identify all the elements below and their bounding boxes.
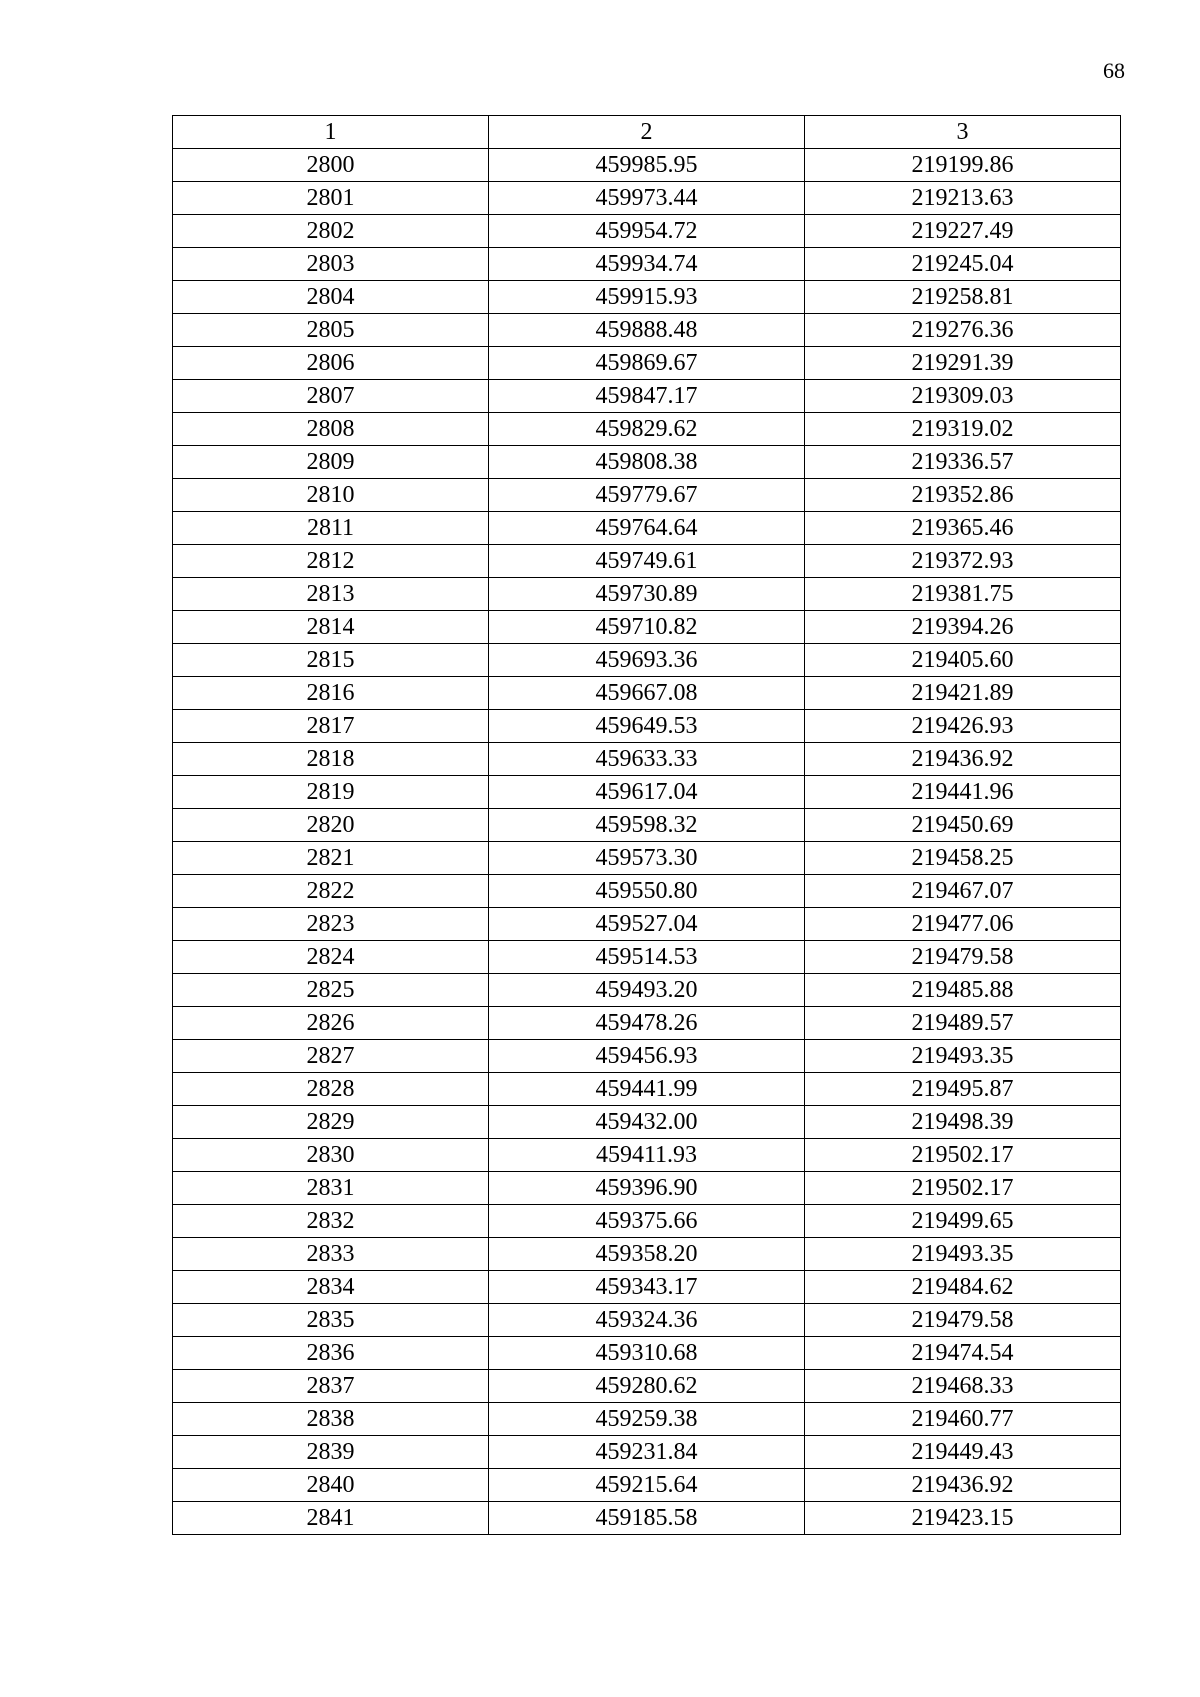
table-row [173, 314, 1121, 347]
table-cell-col-2: 459915.93 [489, 281, 805, 314]
table-row [173, 1007, 1121, 1040]
table-cell-col-2: 459185.58 [489, 1502, 805, 1535]
table-cell-col-3: 219493.35 [805, 1040, 1121, 1073]
table-cell-col-3: 219199.86 [805, 149, 1121, 182]
table-cell-col-1: 2801 [173, 182, 489, 215]
table-row [173, 1205, 1121, 1238]
header-row [173, 116, 1121, 149]
table-cell-col-3: 219213.63 [805, 182, 1121, 215]
table-cell-col-2: 459764.64 [489, 512, 805, 545]
table-cell-col-2: 459573.30 [489, 842, 805, 875]
table-cell-col-2: 459375.66 [489, 1205, 805, 1238]
table-cell-col-2: 459456.93 [489, 1040, 805, 1073]
table-cell-col-1: 2839 [173, 1436, 489, 1469]
table-cell-col-1: 2816 [173, 677, 489, 710]
table-cell-col-2: 459598.32 [489, 809, 805, 842]
table-cell-col-2: 459973.44 [489, 182, 805, 215]
table-row [173, 182, 1121, 215]
table-cell-col-2: 459550.80 [489, 875, 805, 908]
table-body [173, 149, 1121, 1535]
table-row [173, 974, 1121, 1007]
table-cell-col-1: 2831 [173, 1172, 489, 1205]
table-cell-col-2: 459432.00 [489, 1106, 805, 1139]
table-row [173, 1139, 1121, 1172]
table-cell-col-3: 219336.57 [805, 446, 1121, 479]
table-header [173, 116, 1121, 149]
table-row [173, 1436, 1121, 1469]
table-cell-col-3: 219468.33 [805, 1370, 1121, 1403]
table-cell-col-2: 459693.36 [489, 644, 805, 677]
table-cell-col-3: 219493.35 [805, 1238, 1121, 1271]
table-row [173, 743, 1121, 776]
table-cell-col-3: 219227.49 [805, 215, 1121, 248]
table-row [173, 545, 1121, 578]
table-cell-col-3: 219458.25 [805, 842, 1121, 875]
table-cell-col-1: 2840 [173, 1469, 489, 1502]
table-row [173, 149, 1121, 182]
table-row [173, 644, 1121, 677]
table-cell-col-3: 219479.58 [805, 941, 1121, 974]
table-cell-col-1: 2825 [173, 974, 489, 1007]
table-cell-col-3: 219502.17 [805, 1172, 1121, 1205]
table-cell-col-1: 2803 [173, 248, 489, 281]
table-cell-col-2: 459649.53 [489, 710, 805, 743]
table-cell-col-3: 219291.39 [805, 347, 1121, 380]
table-row [173, 908, 1121, 941]
table-row [173, 1271, 1121, 1304]
table-cell-col-1: 2822 [173, 875, 489, 908]
table-cell-col-3: 219460.77 [805, 1403, 1121, 1436]
table-cell-col-1: 2837 [173, 1370, 489, 1403]
table-cell-col-2: 459829.62 [489, 413, 805, 446]
table-cell-col-2: 459633.33 [489, 743, 805, 776]
table-row [173, 1172, 1121, 1205]
table-row [173, 446, 1121, 479]
page-number: 68 [1103, 58, 1125, 83]
table-cell-col-1: 2819 [173, 776, 489, 809]
table-cell-col-2: 459411.93 [489, 1139, 805, 1172]
table-row [173, 809, 1121, 842]
table-cell-col-3: 219245.04 [805, 248, 1121, 281]
table-row [173, 248, 1121, 281]
table-row [173, 1370, 1121, 1403]
table-cell-col-2: 459710.82 [489, 611, 805, 644]
table-row [173, 413, 1121, 446]
table-cell-col-2: 459749.61 [489, 545, 805, 578]
table-row [173, 578, 1121, 611]
table-cell-col-2: 459396.90 [489, 1172, 805, 1205]
table-cell-col-3: 219394.26 [805, 611, 1121, 644]
table-cell-col-3: 219502.17 [805, 1139, 1121, 1172]
table-cell-col-3: 219423.15 [805, 1502, 1121, 1535]
table-cell-col-2: 459441.99 [489, 1073, 805, 1106]
table-cell-col-1: 2834 [173, 1271, 489, 1304]
table-cell-col-1: 2814 [173, 611, 489, 644]
table-cell-col-3: 219489.57 [805, 1007, 1121, 1040]
table-cell-col-3: 219436.92 [805, 743, 1121, 776]
table-cell-col-1: 2800 [173, 149, 489, 182]
table-cell-col-2: 459259.38 [489, 1403, 805, 1436]
table-cell-col-1: 2820 [173, 809, 489, 842]
table-cell-col-1: 2833 [173, 1238, 489, 1271]
table-cell-col-2: 459215.64 [489, 1469, 805, 1502]
table-cell-col-1: 2811 [173, 512, 489, 545]
table-row [173, 1040, 1121, 1073]
table-cell-col-2: 459730.89 [489, 578, 805, 611]
table-cell-col-1: 2806 [173, 347, 489, 380]
table-cell-col-2: 459934.74 [489, 248, 805, 281]
table-cell-col-2: 459358.20 [489, 1238, 805, 1271]
table-row [173, 1502, 1121, 1535]
column-header-1: 1 [173, 116, 489, 149]
table-cell-col-2: 459617.04 [489, 776, 805, 809]
table-cell-col-3: 219477.06 [805, 908, 1121, 941]
table-cell-col-3: 219450.69 [805, 809, 1121, 842]
table-cell-col-1: 2810 [173, 479, 489, 512]
table-cell-col-1: 2824 [173, 941, 489, 974]
table-cell-col-3: 219405.60 [805, 644, 1121, 677]
table-cell-col-1: 2809 [173, 446, 489, 479]
table-cell-col-2: 459478.26 [489, 1007, 805, 1040]
table-row [173, 380, 1121, 413]
table-cell-col-1: 2817 [173, 710, 489, 743]
table-row [173, 941, 1121, 974]
table-cell-col-3: 219449.43 [805, 1436, 1121, 1469]
table-cell-col-2: 459324.36 [489, 1304, 805, 1337]
table-cell-col-3: 219499.65 [805, 1205, 1121, 1238]
table-cell-col-1: 2818 [173, 743, 489, 776]
table-row [173, 1304, 1121, 1337]
table-row [173, 677, 1121, 710]
table-cell-col-3: 219372.93 [805, 545, 1121, 578]
table-row [173, 1106, 1121, 1139]
table-cell-col-3: 219309.03 [805, 380, 1121, 413]
table-cell-col-2: 459667.08 [489, 677, 805, 710]
table-cell-col-3: 219495.87 [805, 1073, 1121, 1106]
table-cell-col-1: 2836 [173, 1337, 489, 1370]
table-cell-col-3: 219467.07 [805, 875, 1121, 908]
table-cell-col-3: 219365.46 [805, 512, 1121, 545]
table-cell-col-1: 2815 [173, 644, 489, 677]
table-cell-col-3: 219276.36 [805, 314, 1121, 347]
table-cell-col-1: 2835 [173, 1304, 489, 1337]
table-row [173, 1337, 1121, 1370]
table-cell-col-3: 219485.88 [805, 974, 1121, 1007]
coordinates-table [172, 115, 1121, 1535]
table-row [173, 347, 1121, 380]
table-cell-col-2: 459985.95 [489, 149, 805, 182]
table-cell-col-2: 459888.48 [489, 314, 805, 347]
table-row [173, 281, 1121, 314]
table-cell-col-1: 2828 [173, 1073, 489, 1106]
table-cell-col-1: 2830 [173, 1139, 489, 1172]
table-cell-col-1: 2802 [173, 215, 489, 248]
table-cell-col-3: 219258.81 [805, 281, 1121, 314]
table-cell-col-2: 459231.84 [489, 1436, 805, 1469]
table-row [173, 1469, 1121, 1502]
table-cell-col-1: 2813 [173, 578, 489, 611]
column-header-3: 3 [805, 116, 1121, 149]
table-cell-col-1: 2829 [173, 1106, 489, 1139]
table-cell-col-2: 459808.38 [489, 446, 805, 479]
table-row [173, 1403, 1121, 1436]
table-cell-col-3: 219381.75 [805, 578, 1121, 611]
table-cell-col-1: 2807 [173, 380, 489, 413]
table-cell-col-2: 459310.68 [489, 1337, 805, 1370]
table-cell-col-3: 219319.02 [805, 413, 1121, 446]
table-row [173, 776, 1121, 809]
table-cell-col-2: 459847.17 [489, 380, 805, 413]
table-cell-col-2: 459779.67 [489, 479, 805, 512]
table-cell-col-2: 459527.04 [489, 908, 805, 941]
table-cell-col-3: 219436.92 [805, 1469, 1121, 1502]
table-row [173, 1073, 1121, 1106]
table-cell-col-2: 459280.62 [489, 1370, 805, 1403]
column-header-2: 2 [489, 116, 805, 149]
table-row [173, 215, 1121, 248]
table-row [173, 1238, 1121, 1271]
table-cell-col-3: 219426.93 [805, 710, 1121, 743]
table-cell-col-2: 459954.72 [489, 215, 805, 248]
table-cell-col-1: 2805 [173, 314, 489, 347]
table-row [173, 611, 1121, 644]
table-cell-col-2: 459869.67 [489, 347, 805, 380]
table-cell-col-3: 219484.62 [805, 1271, 1121, 1304]
table-row [173, 710, 1121, 743]
table-row [173, 875, 1121, 908]
table-cell-col-1: 2812 [173, 545, 489, 578]
table-cell-col-2: 459514.53 [489, 941, 805, 974]
table-row [173, 842, 1121, 875]
table-cell-col-1: 2827 [173, 1040, 489, 1073]
table-cell-col-1: 2804 [173, 281, 489, 314]
table-cell-col-1: 2821 [173, 842, 489, 875]
table-cell-col-3: 219352.86 [805, 479, 1121, 512]
table-cell-col-1: 2823 [173, 908, 489, 941]
table-cell-col-2: 459493.20 [489, 974, 805, 1007]
table-cell-col-3: 219474.54 [805, 1337, 1121, 1370]
table-row [173, 512, 1121, 545]
table-cell-col-1: 2808 [173, 413, 489, 446]
table-cell-col-3: 219441.96 [805, 776, 1121, 809]
table-cell-col-1: 2841 [173, 1502, 489, 1535]
table-cell-col-1: 2832 [173, 1205, 489, 1238]
table-row [173, 479, 1121, 512]
table-cell-col-3: 219498.39 [805, 1106, 1121, 1139]
table-cell-col-2: 459343.17 [489, 1271, 805, 1304]
table-cell-col-3: 219421.89 [805, 677, 1121, 710]
table-cell-col-3: 219479.58 [805, 1304, 1121, 1337]
table-cell-col-1: 2826 [173, 1007, 489, 1040]
table-cell-col-1: 2838 [173, 1403, 489, 1436]
